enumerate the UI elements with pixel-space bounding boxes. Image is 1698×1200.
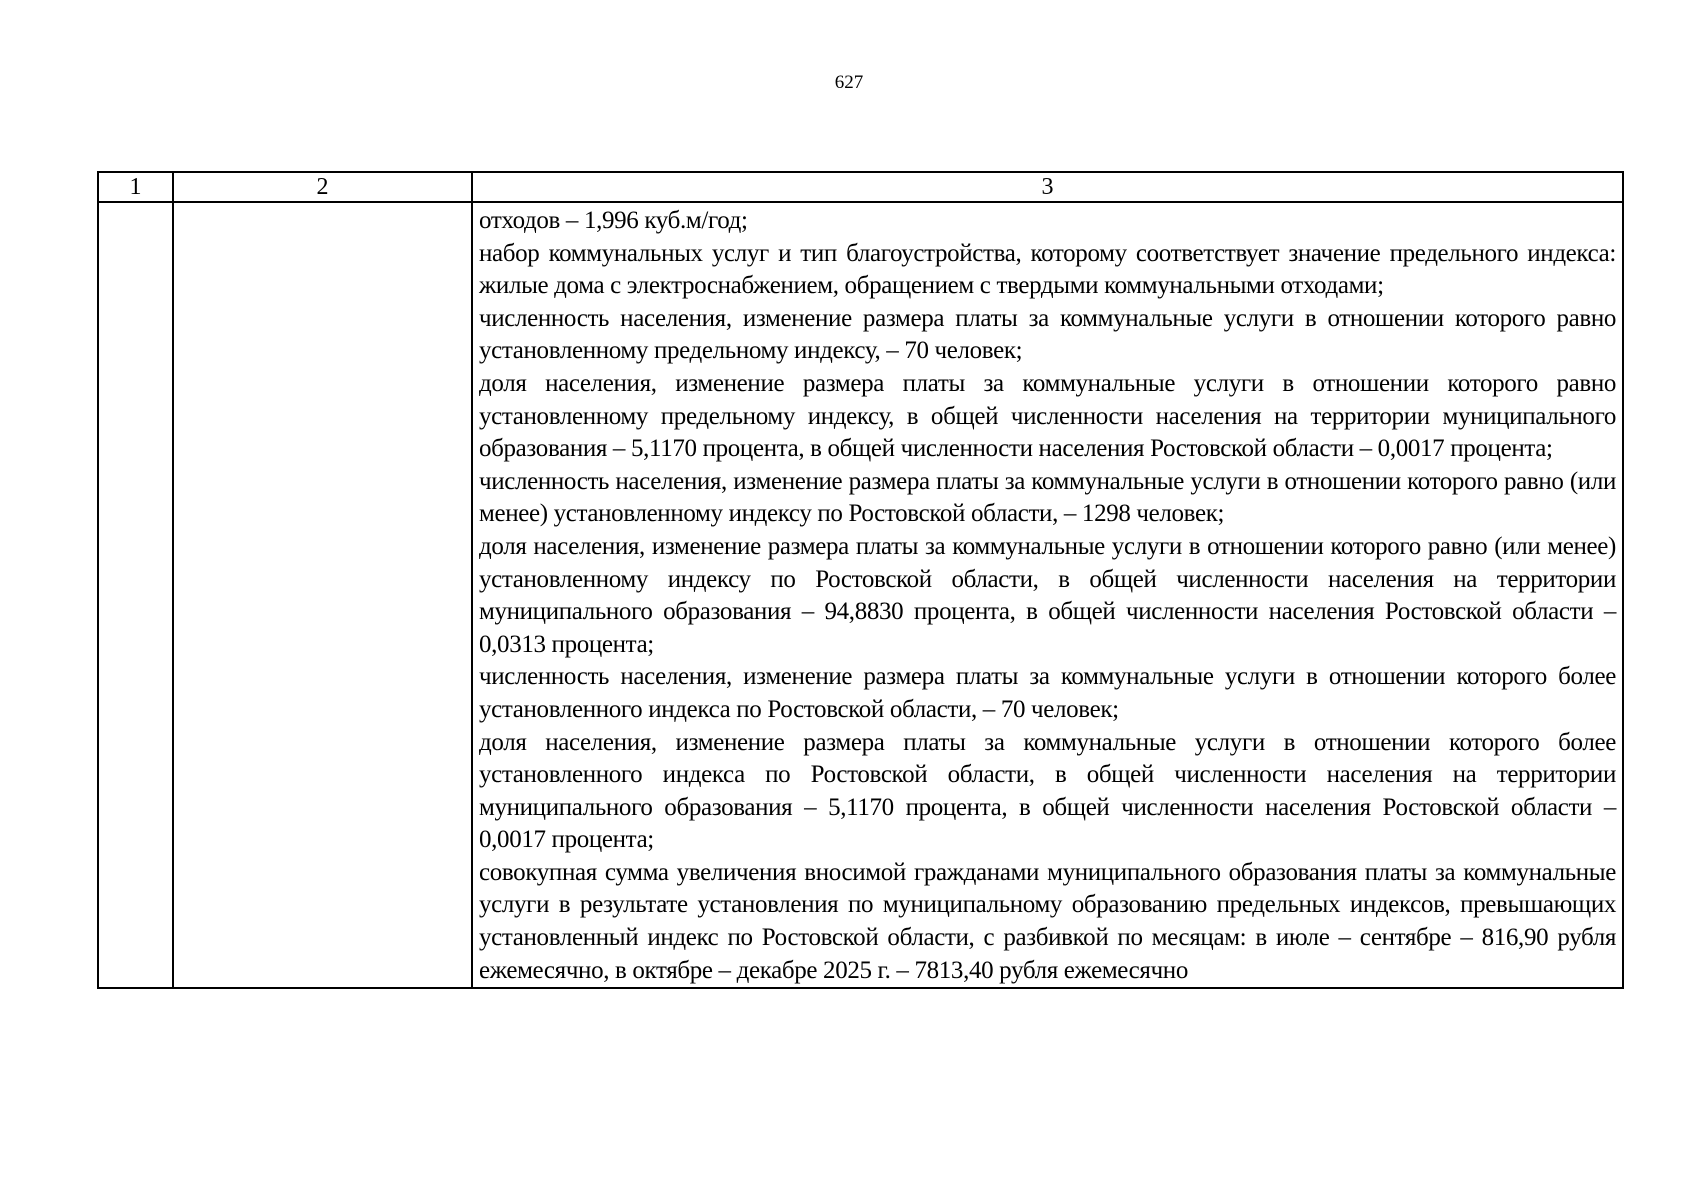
- paragraph-waste-volume: отходов – 1,996 куб.м/год;: [479, 207, 748, 234]
- paragraph-population-equal-or-less-index: численность населения, изменение размера платы за коммунальные услуги в отношении которого равно (или менее) установленному индексу по Ростовской области, – 1298 человек;: [479, 467, 1616, 528]
- paragraph-share-equal-or-less-index: доля населения, изменение размера платы за коммунальные услуги в отношении которого равно (или менее) установленному индексу по Ростовской области, в общей численности населения на территории муниципального образования – 94,8830 процента, в общей численности населения Ростовской области – 0,0313 процента;: [479, 532, 1616, 658]
- paragraph-share-equal-limit: доля населения, изменение размера платы за коммунальные услуги в отношении которого равно установленному предельному индексу, в общей численности населения на территории муниципального образования – 5,1170 процента, в общей численности населения Ростовской области – 0,0017 процента;: [479, 369, 1616, 463]
- cell-column-3: [472, 202, 1623, 988]
- column-header-3: 3: [472, 172, 1623, 202]
- document-table: [97, 171, 1624, 989]
- paragraph-share-above-index: доля населения, изменение размера платы за коммунальные услуги в отношении которого более установленного индекса по Ростовской области, в общей численности населения на территории муниципального образования – 5,1170 процента, в общей численности населения Ростовской области – 0,0017 процента;: [479, 728, 1616, 854]
- table-header-row: [98, 172, 1623, 202]
- table-row: [98, 202, 1623, 988]
- cell-column-1: [98, 202, 173, 988]
- paragraph-population-equal-limit: численность населения, изменение размера платы за коммунальные услуги в отношении которого равно установленному предельному индексу, – 70 человек;: [479, 304, 1616, 365]
- paragraph-services-set: набор коммунальных услуг и тип благоустройства, которому соответствует значение предельного индекса: жилые дома с электроснабжением, обращением с твердыми коммунальными отходами;: [479, 239, 1616, 300]
- paragraph-population-above-index: численность населения, изменение размера платы за коммунальные услуги в отношении которого более установленного индекса по Ростовской области, – 70 человек;: [479, 663, 1616, 723]
- page-number: 627: [834, 72, 864, 93]
- column-header-1: 1: [98, 172, 173, 202]
- column-header-2: 2: [173, 172, 472, 202]
- cell-column-2: [173, 202, 472, 988]
- paragraph-total-increase-sum: совокупная сумма увеличения вносимой гражданами муниципального образования платы за коммунальные услуги в результате установления по муниципальному образованию предельных индексов, превышающих установленный индекс по Ростовской области, с разбивкой по месяцам: в июле – сентябре – 816,90 рубля ежемесячно, в октябре – декабре 2025 г. – 7813,40 рубля ежемесячно: [479, 858, 1616, 984]
